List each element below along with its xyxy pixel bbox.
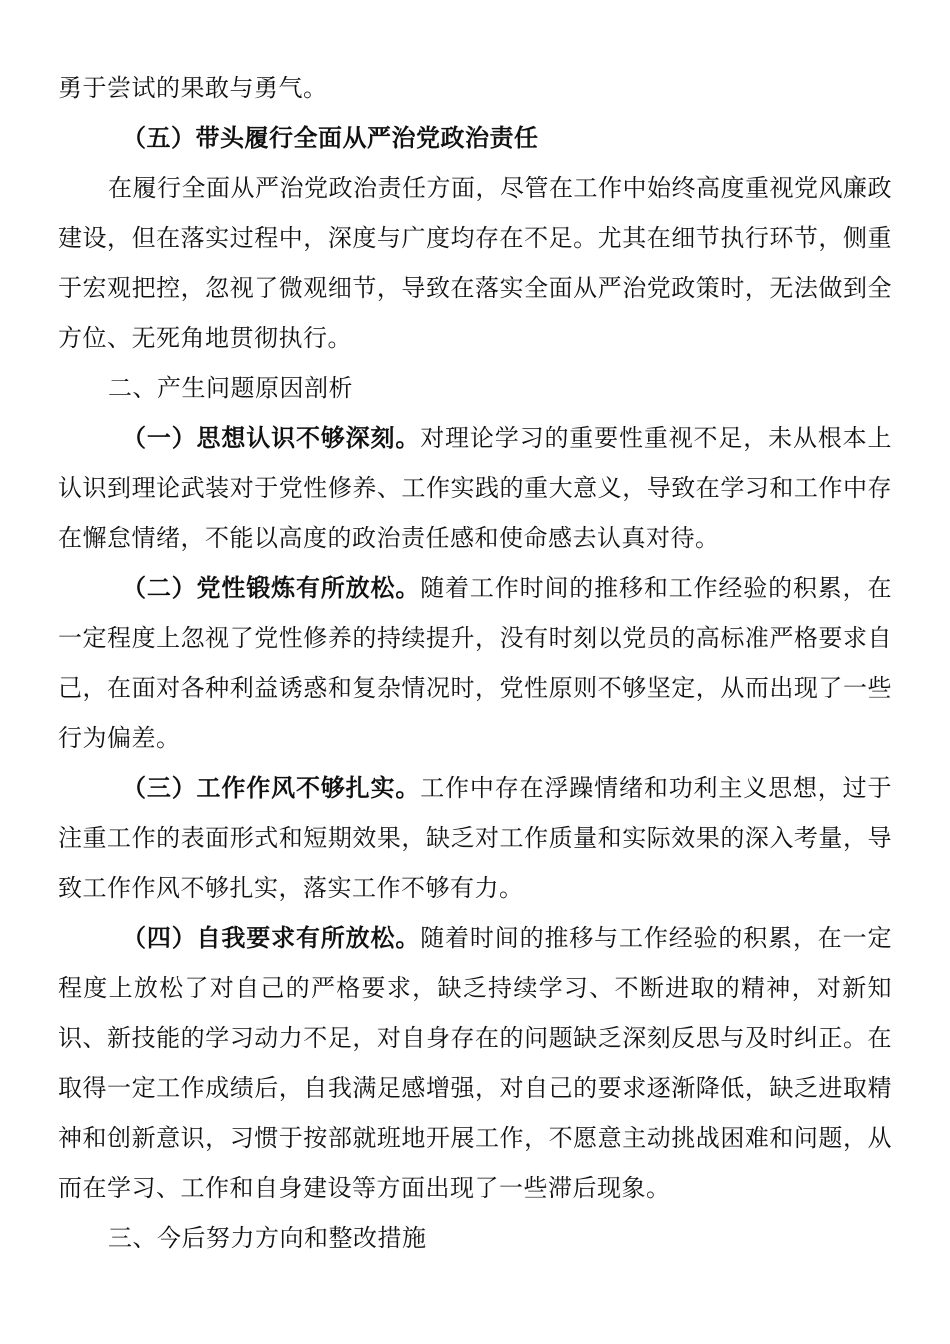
cause-3-title: （三）工作作风不够扎实。: [122, 774, 421, 802]
cause-4-text: 随着时间的推移与工作经验的积累，在一定程度上放松了对自己的严格要求，缺乏持续学习、不断进取的精神，对新知识、新技能的学习动力不足，对自身存在的问题缺乏深刻反思与及时纠正。在取得一定工作成绩后，自我满足感增强，对自己的要求逐渐降低，缺乏进取精神和创新意识，习惯于按部就班地开展工作，不愿意主动挑战困难和问题，从而在学习、工作和自身建设等方面出现了一些滞后现象。: [58, 924, 893, 1202]
cause-1-text: 对理论学习的重要性重视不足，未从根本上认识到理论武装对于党性修养、工作实践的重大意义，导致在学习和工作中存在懈怠情绪，不能以高度的政治责任感和使命感去认真对待。: [58, 424, 893, 552]
paragraph-cause-4: [58, 913, 892, 1213]
paragraph-cause-2: [58, 563, 892, 763]
cause-2-title: （二）党性锻炼有所放松。: [122, 574, 421, 602]
paragraph-responsibility: 在履行全面从严治党政治责任方面，尽管在工作中始终高度重视党风廉政建设，但在落实过程中，深度与广度均存在不足。尤其在细节执行环节，侧重于宏观把控，忽视了微观细节，导致在落实全面从严治党政策时，无法做到全方位、无死角地贯彻执行。: [58, 174, 892, 352]
cause-2-text: 随着工作时间的推移和工作经验的积累，在一定程度上忽视了党性修养的持续提升，没有时刻以党员的高标准严格要求自己，在面对各种利益诱惑和复杂情况时，党性原则不够坚定，从而出现了一些行为偏差。: [58, 574, 893, 752]
section-heading-cause-analysis: 二、产生问题原因剖析: [108, 374, 353, 402]
cause-1-title: （一）思想认识不够深刻。: [122, 424, 421, 452]
paragraph-continuation: 勇于尝试的果敢与勇气。: [58, 74, 328, 102]
paragraph-cause-1: [58, 413, 892, 563]
paragraph-cause-3: [58, 763, 892, 913]
section-heading-rectification: 三、今后努力方向和整改措施: [108, 1224, 427, 1252]
cause-4-title: （四）自我要求有所放松。: [122, 924, 421, 952]
cause-3-text: 工作中存在浮躁情绪和功利主义思想，过于注重工作的表面形式和短期效果，缺乏对工作质量和实际效果的深入考量，导致工作作风不够扎实，落实工作不够有力。: [58, 774, 893, 902]
subheading-five: （五）带头履行全面从严治党政治责任: [122, 124, 539, 152]
document-body: [58, 63, 892, 1263]
